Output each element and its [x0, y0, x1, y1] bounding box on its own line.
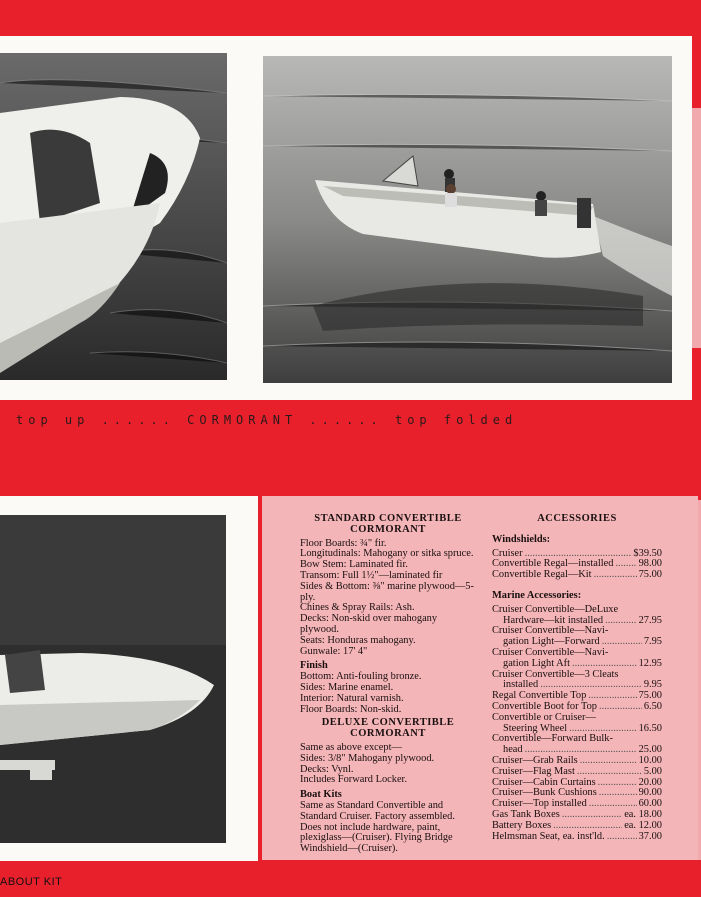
spec-line: Decks: Non-skid over mahogany plywood.	[300, 613, 438, 635]
item-first-line: Convertible—Forward Bulk-	[492, 733, 613, 745]
item-price: 75.00	[638, 690, 662, 702]
item-first-line: Convertible or Cruiser—	[492, 711, 596, 723]
deluxe-line: Includes Forward Locker.	[300, 774, 408, 786]
item-price: 98.00	[638, 558, 662, 570]
standard-title-line1: STANDARD CONVERTIBLE	[314, 513, 462, 524]
item-first-line: Cruiser Convertible—Navi-	[492, 625, 609, 637]
price-row	[492, 821, 662, 832]
item-name: Cruiser—Grab Rails	[492, 754, 578, 766]
leader-dots	[599, 702, 642, 713]
deluxe-title-line1: DELUXE CONVERTIBLE	[321, 717, 455, 729]
price-row	[492, 767, 662, 778]
accessories-title: ACCESSORIES	[537, 513, 617, 524]
finish-line: Sides: Marine enamel.	[300, 681, 394, 693]
item-name: Cruiser—Cabin Curtains	[492, 776, 596, 788]
marine-accessories-list	[492, 605, 662, 843]
boat-kits-text: Same as Standard Convertible and Standard Cruiser. Factory assembled. Does not include hardware, paint, plexiglass—(Cruiser). Flying Bridge Windshield—(Cruiser).	[300, 799, 455, 855]
windshields-list	[492, 549, 662, 581]
item-name: Cruiser—Top installed	[492, 798, 587, 810]
price-row	[492, 832, 662, 843]
deluxe-title-line2: CORMORANT	[350, 728, 426, 740]
item-price: 75.00	[638, 569, 662, 581]
leader-dots	[599, 788, 637, 799]
item-name: Gas Tank Boxes	[492, 808, 560, 820]
spec-line: Floor Boards: ¾" fir.	[300, 537, 387, 549]
item-price: 10.00	[638, 754, 662, 766]
spec-line: Bow Stem: Laminated fir.	[300, 559, 408, 571]
marine-heading: Marine Accessories:	[492, 589, 582, 601]
item-first-line: Cruiser Convertible—Navi-	[492, 646, 609, 658]
item-price: 27.95	[638, 614, 662, 626]
item-name: Convertible Regal—installed	[492, 558, 614, 570]
item-price: 6.50	[643, 700, 662, 712]
photo-boat-side	[0, 515, 226, 843]
leader-dots	[553, 821, 622, 832]
footer-text: ABOUT KIT	[0, 876, 63, 888]
photo-caption: top up ...... CORMORANT ...... top folded	[16, 413, 518, 427]
item-price: ea. 12.00	[624, 819, 662, 831]
spec-line: Seats: Honduras mahogany.	[300, 634, 416, 646]
item-price: 60.00	[638, 798, 662, 810]
item-price: 20.00	[638, 776, 662, 788]
leader-dots	[605, 616, 636, 627]
spec-line: Longitudinals: Mahogany or sitka spruce.	[300, 548, 474, 560]
item-price: 9.95	[643, 679, 662, 691]
price-row	[492, 570, 662, 581]
item-price: 7.95	[643, 636, 662, 648]
photo-boat-top-up	[0, 53, 227, 380]
item-name: Cruiser—Bunk Cushions	[492, 787, 597, 799]
boat-kits-heading: Boat Kits	[300, 789, 342, 801]
leader-dots	[594, 570, 637, 581]
item-name: Helmsman Seat, ea. inst'ld.	[492, 830, 605, 842]
item-name: Steering Wheel	[503, 722, 568, 734]
item-name: Convertible Regal—Kit	[492, 569, 592, 581]
item-name: Regal Convertible Top	[492, 690, 587, 702]
deluxe-line: Decks: Vynl.	[300, 763, 354, 775]
deluxe-line: Sides: 3/8" Mahogany plywood.	[300, 752, 435, 764]
leader-dots	[607, 832, 637, 843]
item-name: gation Light—Forward	[503, 636, 600, 648]
right-pink-strip-top	[692, 108, 701, 348]
windshields-heading: Windshields:	[492, 533, 551, 545]
leader-dots	[580, 756, 637, 767]
standard-title-line2: CORMORANT	[350, 523, 426, 535]
finish-line: Bottom: Anti-fouling bronze.	[300, 671, 422, 683]
spec-line: Transom: Full 1½"—laminated fir	[300, 569, 443, 581]
leader-dots	[577, 767, 642, 778]
item-price: 25.00	[638, 744, 662, 756]
item-first-line: Cruiser Convertible—DeLuxe	[492, 603, 619, 615]
item-name: Battery Boxes	[492, 819, 552, 831]
item-price: ea. 18.00	[624, 808, 662, 820]
spec-line: Chines & Spray Rails: Ash.	[300, 602, 415, 614]
accessories-column	[492, 514, 662, 842]
standard-spec-list	[300, 539, 476, 658]
deluxe-line: Same as above except—	[300, 741, 402, 753]
leader-dots	[598, 778, 637, 789]
item-price: $39.50	[633, 547, 662, 559]
item-price: 5.00	[643, 765, 662, 777]
leader-dots	[616, 559, 637, 570]
item-price: 90.00	[638, 787, 662, 799]
finish-line: Interior: Natural varnish.	[300, 692, 404, 704]
leader-dots	[562, 810, 622, 821]
finish-heading: Finish	[300, 660, 328, 672]
item-name: installed	[503, 679, 539, 691]
item-name: gation Light Aft	[503, 657, 570, 669]
item-price: 37.00	[638, 830, 662, 842]
item-name: Convertible Boot for Top	[492, 700, 597, 712]
leader-dots	[572, 659, 637, 670]
spec-line: Sides & Bottom: ⅜" marine plywood—5-ply.	[300, 580, 474, 603]
item-name: head	[503, 744, 523, 756]
spec-line: Gunwale: 17' 4"	[300, 645, 368, 657]
photo-boat-top-folded	[263, 56, 672, 383]
price-row	[492, 659, 662, 670]
specifications-column	[300, 514, 476, 855]
finish-line: Floor Boards: Non-skid.	[300, 703, 402, 715]
item-first-line: Cruiser Convertible—3 Cleats	[492, 668, 619, 680]
item-price: 12.95	[638, 657, 662, 669]
item-name: Cruiser—Flag Mast	[492, 765, 575, 777]
item-name: Cruiser	[492, 547, 523, 559]
item-price: 16.50	[638, 722, 662, 734]
item-name: Hardware—kit installed	[503, 614, 604, 626]
